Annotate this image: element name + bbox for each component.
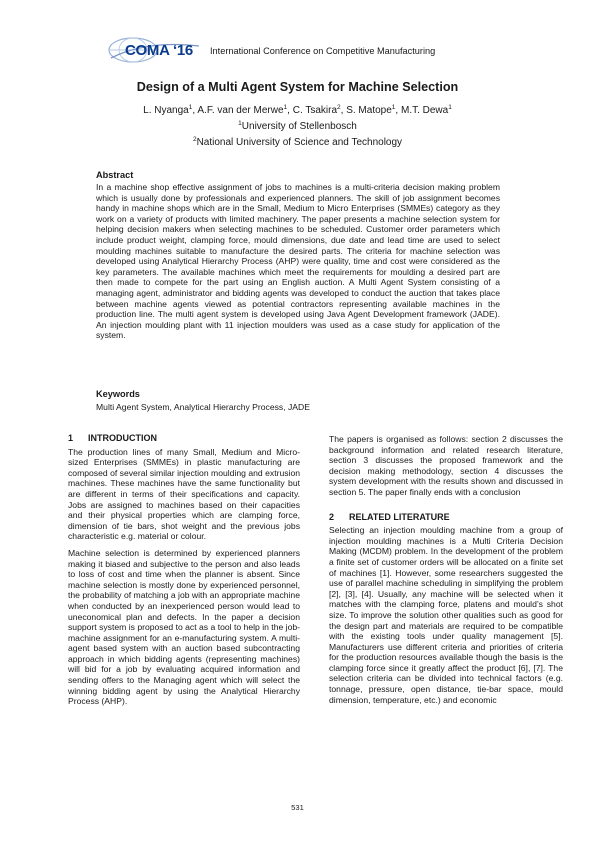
author-name: A.F. van der Merwe — [197, 105, 284, 116]
left-column — [68, 433, 300, 707]
author-name: C. Tsakira — [292, 105, 338, 116]
affiliation-number: 1 — [238, 120, 242, 127]
keywords-heading: Keywords — [96, 389, 140, 399]
logo-text: COMA — [125, 42, 170, 59]
section-number: 1 — [68, 433, 74, 443]
section-number: 2 — [329, 511, 335, 522]
affiliation — [0, 137, 595, 148]
section-title: RELATED LITERATURE — [349, 511, 450, 522]
author-name: S. Matope — [346, 105, 392, 116]
author-affiliation-mark: 1 — [188, 104, 193, 111]
author-name: L. Nyanga — [143, 105, 189, 116]
author-affiliation-mark: 1 — [448, 104, 452, 111]
abstract-text: In a machine shop effective assignment of jobs to machines is a multi-criteria decision making problem which is usually done by professionals and experienced planners. The skill of job assignment becomes handy in machine shops which are in the Small, Medium to Micro Enterprises (SMMEs) category as they work on a variety of products with limited machinery. The paper presents a machine selection system for helping decision makers when selecting machines to be scheduled. Customer order parameters which include product weight, clamping force, mould dimensions, due date and lead time are used to select moulding machines suitable to manufacture the desired parts. The criteria for machine selection was developed using Analytical Hierarchy Process (AHP) were quality, time and cost were considered as the key parameters. The available machines which meet the requirements for moulding a desired part are then made to compete for the part using an English auction. A Multi Agent System consisting of a managing agent, administrator and bidding agents was developed to conduct the auction that takes place between machine agents viewed as potential contractors representing available machines in the production line. The multi agent system is developed using Java Agent Development framework (JADE). An injection moulding plant with 11 injection moulders was used as a case study for application of the system. — [96, 182, 500, 341]
conference-logo — [107, 36, 202, 64]
affiliation-number: 2 — [192, 136, 197, 143]
logo-year: ‘16 — [172, 42, 193, 59]
author-list: L. Nyanga$^1$, A.F. van der Merwe$^1$, C. Tsakira$^2$, S. Matope$^1$, M.T. Dewa$^1$ — [143, 104, 452, 116]
author-name: M.T. Dewa — [400, 105, 449, 116]
related-literature-paragraph: Selecting an injection moulding machine from a group of injection moulding machines is a Multi Criteria Decision Making (MCDM) problem. In the development of the problem a finite set of customer orders will be allocated on a finite set of machines [1]. However, some researchers suggested the use of parallel machine scheduling in simplifying the problem [2], [3], [4]. Usually, any machine will be selected when it matches with the clamping force, platens and mould’s shot size. To improve the solution other qualities such as good for the design part and materials are required to be compatible with the existing tools under quality management [5]. Manufacturers use different criteria and priorities of criteria for the production resources available though the basis is the clamping force since it greatly affect the product [6], [7]. The selection criteria can be divided into technical factors (e.g. tonnage, pressure, open distance, tie-bar space, mould dimension, temperature, etc.) and economic — [329, 525, 563, 705]
intro-paragraph: Machine selection is determined by experienced planners making it biased and subjective to the person and also leads to loss of cost and time when the planner is absent. Since machine selection is mostly done by experienced personnel, the probability of matching a job with an appropriate machine when conducted by an inexperienced person would lead to uneconomical plan and defects. In the paper a decision support system is proposed to act as a tool to help in the job-machine assignment for an e-manufacturing system. A multi-agent based system with an auction based subcontracting approach in which bidding agents (representing machines) will bid for a job by evaluating acquired information and sending offers to the Managing agent which will select the winning bidding agent by using the Analytical Hierarchy Process (AHP). — [68, 547, 300, 707]
section-title: INTRODUCTION — [88, 433, 157, 443]
affiliation-name: University of Stellenbosch — [241, 121, 357, 132]
section-heading-related-literature — [329, 512, 563, 523]
author-affiliation-mark: 1 — [283, 104, 288, 111]
abstract-heading: Abstract — [96, 170, 134, 180]
paper-title: Design of a Multi Agent System for Machine Selection — [136, 80, 459, 94]
author-affiliation-mark: 1 — [391, 104, 396, 111]
author-affiliation-mark: 2 — [337, 104, 341, 111]
organisation-paragraph: The papers is organised as follows: section 2 discusses the background information and related research literature, section 3 discusses the proposed framework and the decision making methodology, section 4 discusses the system development with the results shown and discussed in section 5. The paper finally ends with a conclusion — [329, 434, 563, 497]
conference-name: International Conference on Competitive Manufacturing — [210, 46, 436, 56]
section-heading-introduction — [68, 433, 300, 444]
affiliation-name: National University of Science and Technology — [196, 137, 403, 148]
right-column — [329, 434, 563, 705]
affiliation — [0, 121, 595, 132]
page-number: 531 — [291, 803, 304, 812]
keywords-text: Multi Agent System, Analytical Hierarchy Process, JADE — [96, 402, 310, 412]
intro-paragraph: The production lines of many Small, Medium and Micro-sized Enterprises (SMMEs) in plastic manufacturing are composed of several similar injection moulding and extrusion machines. These machines have the same functionality but are different in terms of their specifications and capacity. Jobs are assigned to machines based on their capacities and their physical properties which are clamping force, dimension of tie bars, shot weight and the previous jobs characteristic e.g. material or colour. — [68, 446, 300, 542]
